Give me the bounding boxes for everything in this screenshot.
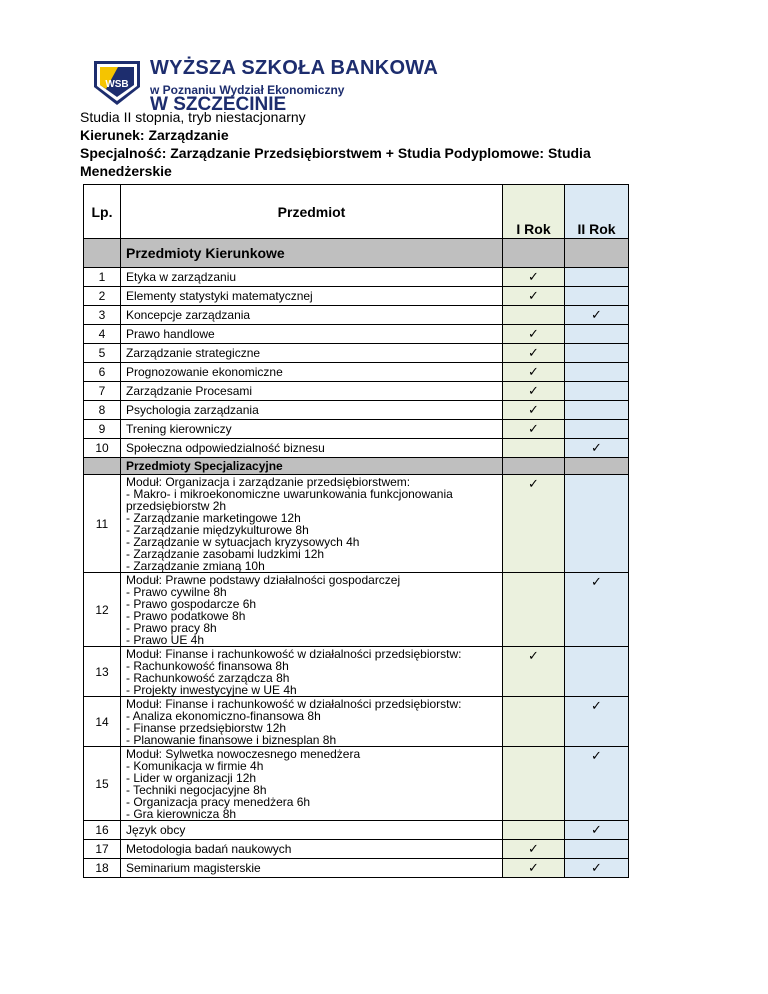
subject-cell (121, 697, 503, 747)
subject-cell (121, 401, 503, 420)
logo-line-1: WYŻSZA SZKOŁA BANKOWA (150, 57, 439, 79)
year1-check-icon (503, 747, 565, 821)
table-row (84, 268, 629, 287)
emblem-text: WSB (105, 79, 129, 90)
subject-cell (121, 840, 503, 859)
year1-check-icon: ✓ (503, 859, 565, 878)
subject-line: Etyka w zarządzaniu (126, 270, 237, 284)
table-row (84, 859, 629, 878)
row-number: 9 (84, 420, 121, 439)
table-row (84, 306, 629, 325)
year1-check-icon: ✓ (503, 344, 565, 363)
subject-line: - Prawo gospodarcze 6h (126, 597, 257, 611)
subject-line: Prognozowanie ekonomiczne (126, 365, 283, 379)
row-number: 10 (84, 439, 121, 458)
year1-check-icon (503, 821, 565, 840)
wsb-emblem-icon (92, 57, 146, 107)
subject-line: - Finanse przedsiębiorstw 12h (126, 721, 287, 735)
logo-line-3: W SZCZECINIE (150, 94, 287, 115)
subject-line: - Prawo pracy 8h (126, 621, 217, 635)
subject-line: - Gra kierownicza 8h (126, 807, 237, 821)
table-row (84, 420, 629, 439)
section-title: Przedmioty Kierunkowe (121, 239, 503, 268)
table-row (84, 344, 629, 363)
subject-line: przedsiębiorstw 2h (126, 499, 227, 513)
year2-check-icon: ✓ (565, 697, 629, 747)
subject-line: - Techniki negocjacyjne 8h (126, 783, 267, 797)
subject-cell (121, 344, 503, 363)
year2-check-icon (565, 363, 629, 382)
row-number: 18 (84, 859, 121, 878)
year2-check-icon (565, 325, 629, 344)
subject-line: Język obcy (126, 823, 186, 837)
col-year1-header: I Rok (503, 185, 565, 239)
subject-line: - Makro- i mikroekonomiczne uwarunkowania funkcjonowania (126, 487, 453, 501)
subject-line: - Prawo podatkowe 8h (126, 609, 246, 623)
subject-cell (121, 268, 503, 287)
table-header-row (84, 185, 629, 239)
subject-line: Zarządzanie strategiczne (126, 346, 261, 360)
row-number: 15 (84, 747, 121, 821)
subject-line: Koncepcje zarządzania (126, 308, 251, 322)
study-mode: Studia II stopnia, tryb niestacjonarny (80, 109, 306, 125)
subject-line: Zarządzanie Procesami (126, 384, 253, 398)
table-row (84, 647, 629, 697)
year1-check-icon: ✓ (503, 420, 565, 439)
year1-check-icon (503, 573, 565, 647)
table-row (84, 475, 629, 573)
table-row (84, 697, 629, 747)
specialization: Specjalność: Zarządzanie Przedsiębiorstwem + Studia Podyplomowe: Studia Menedżerskie (80, 145, 591, 179)
year1-check-icon: ✓ (503, 268, 565, 287)
table-row (84, 382, 629, 401)
col-subject-header: Przedmiot (121, 185, 503, 239)
subject-line: - Lider w organizacji 12h (126, 771, 257, 785)
subject-line: Moduł: Finanse i rachunkowość w działalności przedsiębiorstw: (126, 697, 462, 711)
subject-line: - Zarządzanie w sytuacjach kryzysowych 4h (126, 535, 360, 549)
year1-check-icon: ✓ (503, 382, 565, 401)
year1-check-icon: ✓ (503, 840, 565, 859)
year2-check-icon: ✓ (565, 439, 629, 458)
subject-cell (121, 475, 503, 573)
table-row (84, 747, 629, 821)
row-number: 16 (84, 821, 121, 840)
subject-cell (121, 439, 503, 458)
subject-line: - Zarządzanie zmianą 10h (126, 559, 265, 573)
row-number: 11 (84, 475, 121, 573)
table-row (84, 363, 629, 382)
subject-cell (121, 306, 503, 325)
subject-line: Prawo handlowe (126, 327, 215, 341)
document-header (80, 108, 680, 180)
subject-cell (121, 420, 503, 439)
row-number: 14 (84, 697, 121, 747)
table-row (84, 821, 629, 840)
subject-line: Seminarium magisterskie (126, 861, 261, 875)
subject-cell (121, 325, 503, 344)
year1-check-icon: ✓ (503, 325, 565, 344)
section-row-specjalizacyjne (84, 458, 629, 475)
table-row (84, 325, 629, 344)
row-number: 17 (84, 840, 121, 859)
table-row (84, 287, 629, 306)
subject-line: Elementy statystyki matematycznej (126, 289, 313, 303)
subject-line: - Zarządzanie marketingowe 12h (126, 511, 301, 525)
table-row (84, 840, 629, 859)
subject-line: - Prawo cywilne 8h (126, 585, 227, 599)
subject-line: - Rachunkowość zarządcza 8h (126, 671, 290, 685)
row-number: 4 (84, 325, 121, 344)
subject-line: - Zarządzanie zasobami ludzkimi 12h (126, 547, 325, 561)
subject-cell (121, 573, 503, 647)
table-row (84, 401, 629, 420)
subject-line: Moduł: Sylwetka nowoczesnego menedżera (126, 747, 361, 761)
field-of-study: Kierunek: Zarządzanie (80, 127, 229, 143)
subject-line: Psychologia zarządzania (126, 403, 259, 417)
year2-check-icon (565, 420, 629, 439)
subject-line: Metodologia badań naukowych (126, 842, 292, 856)
year1-check-icon (503, 439, 565, 458)
wsb-logo (92, 57, 439, 115)
year2-check-icon: ✓ (565, 859, 629, 878)
year1-check-icon: ✓ (503, 287, 565, 306)
subject-line: - Projekty inwestycyjne w UE 4h (126, 683, 297, 697)
subject-line: - Rachunkowość finansowa 8h (126, 659, 289, 673)
row-number: 6 (84, 363, 121, 382)
year1-check-icon: ✓ (503, 363, 565, 382)
subject-line: - Prawo UE 4h (126, 633, 205, 647)
subject-line: Moduł: Finanse i rachunkowość w działalności przedsiębiorstw: (126, 647, 462, 661)
subject-line: - Komunikacja w firmie 4h (126, 759, 264, 773)
subject-cell (121, 382, 503, 401)
year2-check-icon: ✓ (565, 573, 629, 647)
subject-line: Moduł: Organizacja i zarządzanie przedsiębiorstwem: (126, 475, 411, 489)
year1-check-icon: ✓ (503, 475, 565, 573)
row-number: 7 (84, 382, 121, 401)
subject-line: - Planowanie finansowe i biznesplan 8h (126, 733, 337, 747)
year1-check-icon: ✓ (503, 401, 565, 420)
row-number: 13 (84, 647, 121, 697)
row-number: 12 (84, 573, 121, 647)
subject-line: - Zarządzanie międzykulturowe 8h (126, 523, 309, 537)
year2-check-icon: ✓ (565, 306, 629, 325)
subject-cell (121, 859, 503, 878)
year2-check-icon (565, 647, 629, 697)
year2-check-icon: ✓ (565, 821, 629, 840)
table-row (84, 439, 629, 458)
subject-cell (121, 363, 503, 382)
section-row-kierunkowe (84, 239, 629, 268)
year1-check-icon: ✓ (503, 647, 565, 697)
subject-line: Moduł: Prawne podstawy działalności gospodarczej (126, 573, 401, 587)
subject-line: - Analiza ekonomiczno-finansowa 8h (126, 709, 321, 723)
year2-check-icon (565, 401, 629, 420)
subject-cell (121, 747, 503, 821)
row-number: 8 (84, 401, 121, 420)
year2-check-icon (565, 382, 629, 401)
year1-check-icon (503, 306, 565, 325)
year2-check-icon (565, 268, 629, 287)
subject-cell (121, 821, 503, 840)
subject-cell (121, 287, 503, 306)
year2-check-icon (565, 840, 629, 859)
col-year2-header: II Rok (565, 185, 629, 239)
year2-check-icon (565, 475, 629, 573)
subject-cell (121, 647, 503, 697)
year2-check-icon (565, 344, 629, 363)
row-number: 1 (84, 268, 121, 287)
year2-check-icon: ✓ (565, 747, 629, 821)
logo-line-2: w Poznaniu Wydział Ekonomiczny (150, 83, 345, 97)
year1-check-icon (503, 697, 565, 747)
curriculum-table (83, 184, 629, 878)
subject-line: - Organizacja pracy menedżera 6h (126, 795, 311, 809)
section-title: Przedmioty Specjalizacyjne (121, 458, 503, 475)
row-number: 2 (84, 287, 121, 306)
subject-line: Trening kierowniczy (126, 422, 232, 436)
subject-line: Społeczna odpowiedzialność biznesu (126, 441, 325, 455)
row-number: 3 (84, 306, 121, 325)
year2-check-icon (565, 287, 629, 306)
col-lp-header: Lp. (84, 185, 121, 239)
table-row (84, 573, 629, 647)
row-number: 5 (84, 344, 121, 363)
